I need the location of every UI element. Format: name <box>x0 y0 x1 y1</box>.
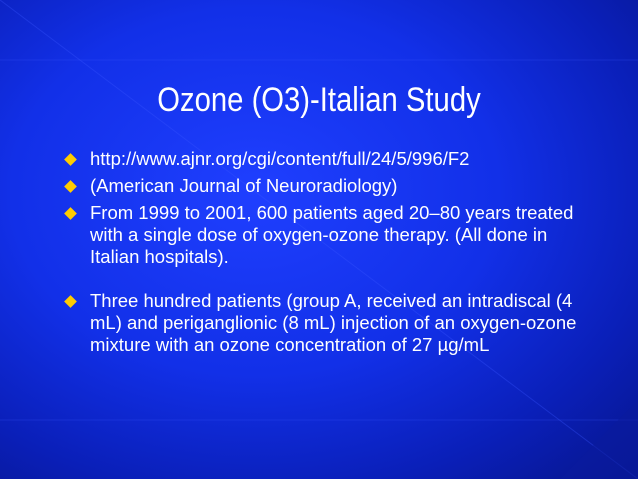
bullet-item <box>64 290 584 356</box>
bullet-list <box>64 148 584 361</box>
diamond-bullet-icon <box>64 180 77 193</box>
bullet-item <box>64 202 584 268</box>
bullet-text: http://www.ajnr.org/cgi/content/full/24/5/996/F2 <box>90 148 470 169</box>
bullet-item <box>64 175 584 197</box>
diamond-bullet-icon <box>64 153 77 166</box>
bullet-text: From 1999 to 2001, 600 patients aged 20–80 years treated with a single dose of oxygen-ozone therapy. (All done in Italian hospitals). <box>90 202 574 267</box>
diamond-bullet-icon <box>64 207 77 220</box>
bullet-item <box>64 148 584 170</box>
diamond-bullet-icon <box>64 295 77 308</box>
slide-title: Ozone (O3)-Italian Study <box>157 81 481 119</box>
bullet-text: (American Journal of Neuroradiology) <box>90 175 398 196</box>
bullet-text: Three hundred patients (group A, received an intradiscal (4 mL) and periganglionic (8 mL) injection of an oxygen-ozone mixture with an ozone concentration of 27 µg/mL <box>90 290 577 355</box>
